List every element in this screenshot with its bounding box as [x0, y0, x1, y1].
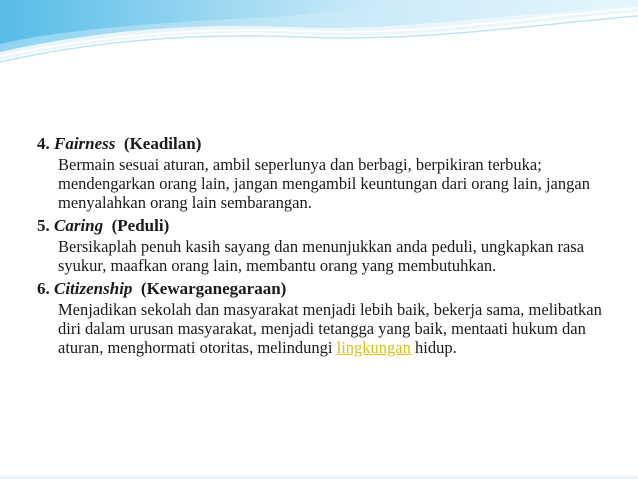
- item-number: 5.: [37, 216, 50, 235]
- item-heading: [37, 132, 617, 155]
- item-description: [58, 300, 617, 357]
- slide-content: [37, 132, 617, 359]
- list-item-caring: [37, 214, 617, 275]
- list-item-citizenship: [37, 277, 617, 357]
- item-number: 6.: [37, 279, 50, 298]
- item-description: Bermain sesuai aturan, ambil seperlunya dan berbagi, berpikiran terbuka; mendengarkan orang lain, jangan mengambil keuntungan dari orang lain, jangan menyalahkan orang lain sembarangan.: [58, 155, 590, 212]
- list-item-fairness: [37, 132, 617, 212]
- item-indonesian-title: (Kewarganegaraan): [140, 279, 287, 298]
- lingkungan-link[interactable]: lingkungan: [336, 338, 411, 357]
- item-english-title: Citizenship: [54, 279, 133, 298]
- item-indonesian-title: (Peduli): [111, 216, 170, 235]
- header-wave-decoration: [0, 0, 638, 80]
- item-english-title: Caring: [54, 216, 104, 235]
- description-text-end: hidup.: [410, 338, 457, 357]
- item-heading: [37, 214, 617, 237]
- item-description: Bersikaplah penuh kasih sayang dan menunjukkan anda peduli, ungkapkan rasa syukur, maafkan orang lain, membantu orang yang membutuhkan.: [58, 237, 585, 275]
- item-english-title: Fairness: [54, 134, 116, 153]
- description-text: Menjadikan sekolah dan masyarakat menjadi lebih baik, bekerja sama, melibatkan diri dalam urusan masyarakat, menjadi tetangga yang baik, mentaati hukum dan aturan, menghormati otoritas, melindungi: [58, 300, 602, 357]
- item-number: 4.: [37, 134, 50, 153]
- item-heading: [37, 277, 617, 300]
- item-indonesian-title: (Keadilan): [123, 134, 202, 153]
